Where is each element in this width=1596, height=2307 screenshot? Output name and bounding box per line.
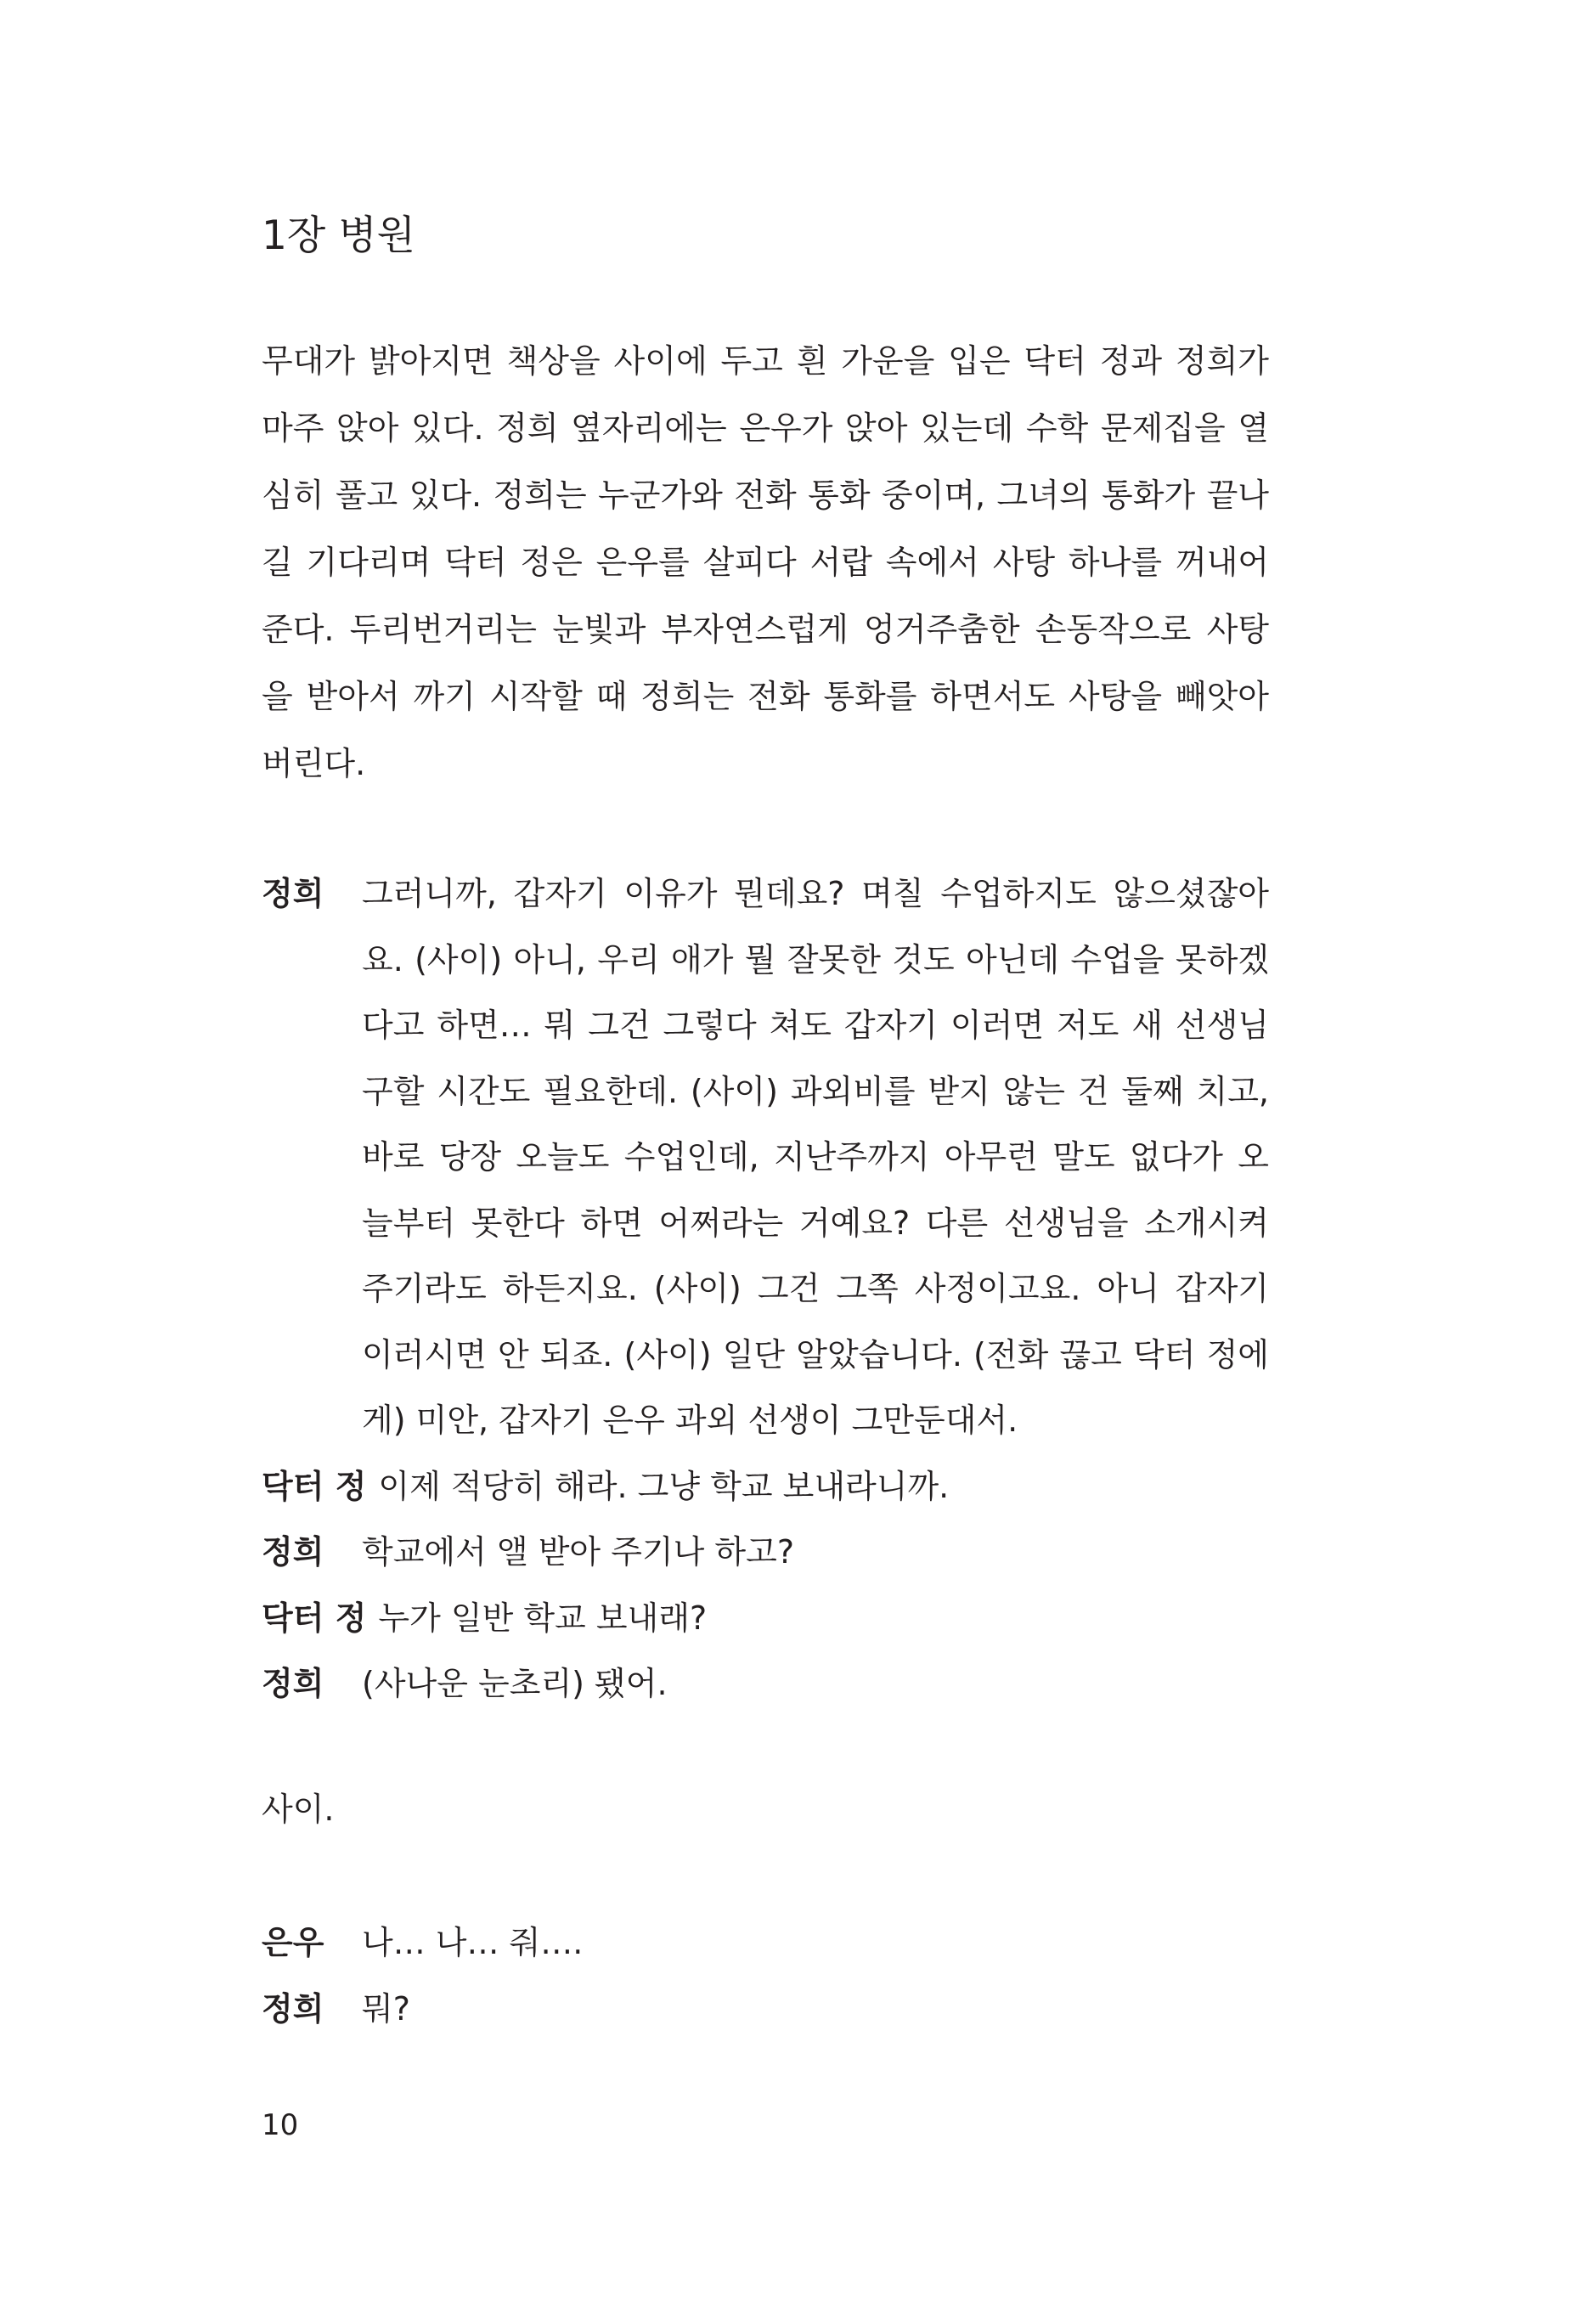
dialogue-line	[262, 1586, 1269, 1652]
speaker-name: 정희	[262, 1989, 324, 2028]
text-line: 게) 미안, 갑자기 은우 과외 선생이 그만둔대서.	[362, 1402, 1018, 1439]
dialogue-text: 나… 나… 줘….	[362, 1924, 584, 1961]
chapter-title: 1장 병원	[262, 212, 416, 259]
page-number: 10	[262, 2108, 299, 2142]
text-line: 버린다.	[262, 745, 366, 782]
dialogue-line	[262, 1520, 1269, 1586]
dialogue-text: 뭐?	[362, 1989, 410, 2028]
text-line: 준다. 두리번거리는 눈빛과 부자연스럽게 엉거주춤한 손동작으로 사탕	[262, 611, 1269, 648]
dialogue-text: (사나운 눈초리) 됐어.	[362, 1665, 668, 1702]
speaker-name: 정희	[262, 875, 324, 912]
speaker-name: 닥터 정	[262, 1599, 367, 1637]
text-line: 바로 당장 오늘도 수업인데, 지난주까지 아무런 말도 없다가 오	[362, 1138, 1269, 1176]
text-line: 주기라도 하든지요. (사이) 그건 그쪽 사정이고요. 아니 갑자기	[362, 1270, 1269, 1307]
dialogue-block	[262, 861, 1269, 1718]
speaker-name: 은우	[262, 1924, 324, 1961]
dialogue-line	[262, 861, 1269, 1454]
text-line: 이러시면 안 되죠. (사이) 일단 알았습니다. (전화 끊고 닥터 정에	[362, 1335, 1269, 1373]
text-line: 그러니까, 갑자기 이유가 뭔데요? 며칠 수업하지도 않으셨잖아	[362, 875, 1269, 912]
dialogue-text: 누가 일반 학교 보내래?	[378, 1599, 708, 1637]
text-line: 요. (사이) 아니, 우리 애가 뭘 잘못한 것도 아닌데 수업을 못하겠	[362, 940, 1269, 979]
text-line: 심히 풀고 있다. 정희는 누군가와 전화 통화 중이며, 그녀의 통화가 끝나	[262, 477, 1269, 514]
speaker-name: 정희	[262, 1665, 324, 1702]
text-line: 늘부터 못한다 하면 어쩌라는 거예요? 다른 선생님을 소개시켜	[362, 1204, 1269, 1242]
speaker-name: 닥터 정	[262, 1467, 367, 1505]
text-line: 다고 하면… 뭐 그건 그렇다 쳐도 갑자기 이러면 저도 새 선생님	[362, 1007, 1269, 1044]
text-line: 을 받아서 까기 시작할 때 정희는 전화 통화를 하면서도 사탕을 빼앗아	[262, 678, 1269, 715]
dialogue-line	[262, 1977, 1269, 2043]
text-line: 마주 앉아 있다. 정희 옆자리에는 은우가 앉아 있는데 수학 문제집을 열	[262, 409, 1269, 447]
dialogue-line	[262, 1454, 1269, 1520]
speaker-name: 정희	[262, 1533, 324, 1571]
text-line: 무대가 밝아지면 책상을 사이에 두고 흰 가운을 입은 닥터 정과 정희가	[262, 342, 1269, 380]
dialogue-line	[262, 1651, 1269, 1718]
text-line: 구할 시간도 필요한데. (사이) 과외비를 받지 않는 건 둘째 치고,	[362, 1072, 1269, 1110]
dialogue-text: 이제 적당히 해라. 그냥 학교 보내라니까.	[378, 1467, 950, 1505]
stage-direction	[262, 328, 1269, 798]
text-line: 길 기다리며 닥터 정은 은우를 살피다 서랍 속에서 사탕 하나를 꺼내어	[262, 544, 1269, 581]
dialogue-text: 학교에서 앨 받아 주기나 하고?	[362, 1533, 794, 1571]
dialogue-line	[262, 1910, 1269, 1977]
pause-direction: 사이.	[262, 1791, 335, 1828]
dialogue-block	[262, 1910, 1269, 2042]
